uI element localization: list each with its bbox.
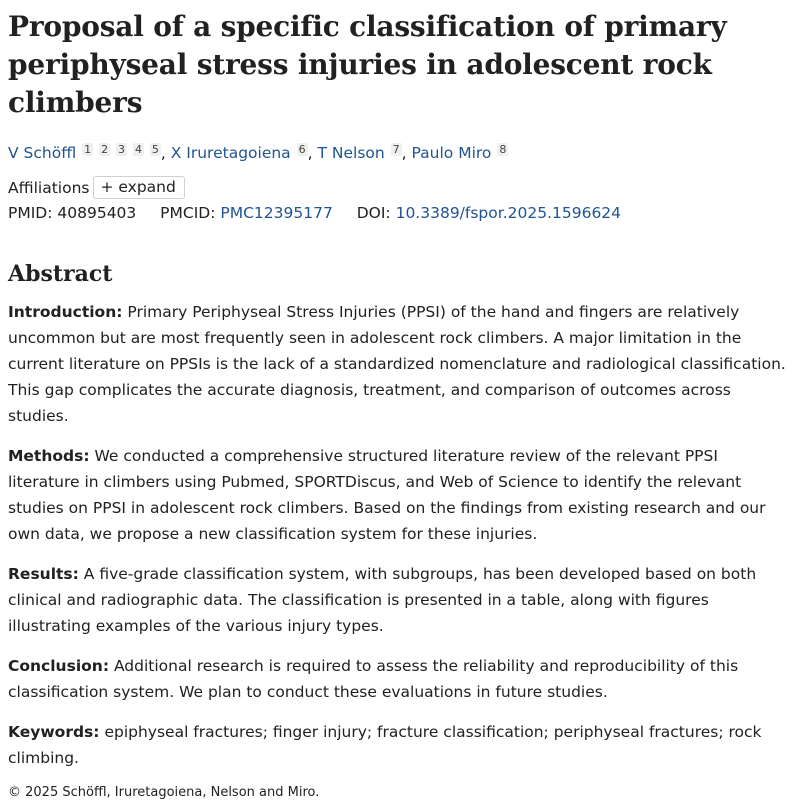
affiliation-ref[interactable]: 7 bbox=[392, 143, 400, 156]
author-separator: , bbox=[401, 144, 412, 162]
identifiers-row bbox=[8, 203, 794, 223]
abstract-methods bbox=[8, 443, 794, 547]
affiliation-ref[interactable]: 1 bbox=[84, 143, 92, 156]
pmcid-link[interactable]: PMC12395177 bbox=[220, 204, 333, 222]
section-label: Results: bbox=[8, 565, 79, 583]
author-link-miro[interactable]: Paulo Miro bbox=[411, 144, 492, 162]
section-text: A five-grade classification system, with subgroups, has been developed based on both clinical and radiographic data. The classification is presented in a table, along with figures illustrating examples of the various injury types. bbox=[8, 565, 757, 635]
author-link-schoffl[interactable]: V Schöffl bbox=[8, 144, 77, 162]
article-title: Proposal of a specific classification of primary periphyseal stress injuries in adolescent rock climbers bbox=[8, 10, 727, 119]
keywords bbox=[8, 719, 794, 771]
author-separator: , bbox=[307, 144, 318, 162]
affiliation-ref[interactable]: 3 bbox=[118, 143, 125, 156]
abstract-conclusion bbox=[8, 653, 794, 705]
abstract-introduction bbox=[8, 299, 794, 429]
copyright-notice: © 2025 Schöffl, Iruretagoiena, Nelson and Miro. bbox=[8, 785, 320, 800]
article-container bbox=[8, 0, 794, 800]
doi-label: DOI: bbox=[356, 204, 391, 222]
author-list bbox=[8, 140, 794, 163]
affiliation-ref[interactable]: 2 bbox=[101, 143, 109, 156]
keywords-label: Keywords: bbox=[8, 723, 100, 741]
affiliation-ref[interactable]: 6 bbox=[298, 143, 306, 156]
section-text: We conducted a comprehensive structured literature review of the relevant PPSI literature in climbers using Pubmed, SPORTDiscus, and Web of Science to identify the relevant studies on PPSI in adolescent rock climbers. Based on the findings from existing research and our own data, we propose a new classification system for these injuries. bbox=[8, 447, 766, 543]
affiliation-ref[interactable]: 8 bbox=[499, 143, 507, 156]
author-link-nelson[interactable]: T Nelson bbox=[317, 144, 385, 162]
doi-link[interactable]: 10.3389/fspor.2025.1596624 bbox=[395, 204, 622, 222]
pmid-label: PMID: bbox=[8, 204, 53, 222]
section-label: Introduction: bbox=[8, 303, 123, 321]
keywords-text: epiphyseal fractures; finger injury; fracture classification; periphyseal fractures; rock climbing. bbox=[8, 723, 762, 767]
abstract-results bbox=[8, 561, 794, 639]
affiliations-label: Affiliations bbox=[8, 178, 90, 197]
affiliation-ref[interactable]: 4 bbox=[134, 143, 142, 156]
section-label: Conclusion: bbox=[8, 657, 110, 675]
affiliation-ref[interactable]: 5 bbox=[151, 143, 159, 156]
author-separator: , bbox=[160, 144, 171, 162]
author-link-iruretagoiena[interactable]: X Iruretagoiena bbox=[170, 144, 291, 162]
pmcid-label: PMCID: bbox=[160, 204, 216, 222]
section-text: Primary Periphyseal Stress Injuries (PPSI) of the hand and fingers are relatively uncommon but are most frequently seen in adolescent rock climbers. A major limitation in the current literature on PPSIs is the lack of a standardized nomenclature and radiological classification. This gap complicates the accurate diagnosis, treatment, and comparison of outcomes across studies. bbox=[8, 303, 786, 425]
expand-affiliations-button[interactable]: + expand bbox=[93, 176, 184, 199]
abstract-heading: Abstract bbox=[8, 261, 113, 287]
section-text: Additional research is required to assess the reliability and reproducibility of this classification system. We plan to conduct these evaluations in future studies. bbox=[8, 657, 739, 701]
affiliations-row bbox=[8, 176, 794, 199]
pmid-value: 40895403 bbox=[57, 204, 137, 222]
section-label: Methods: bbox=[8, 447, 90, 465]
